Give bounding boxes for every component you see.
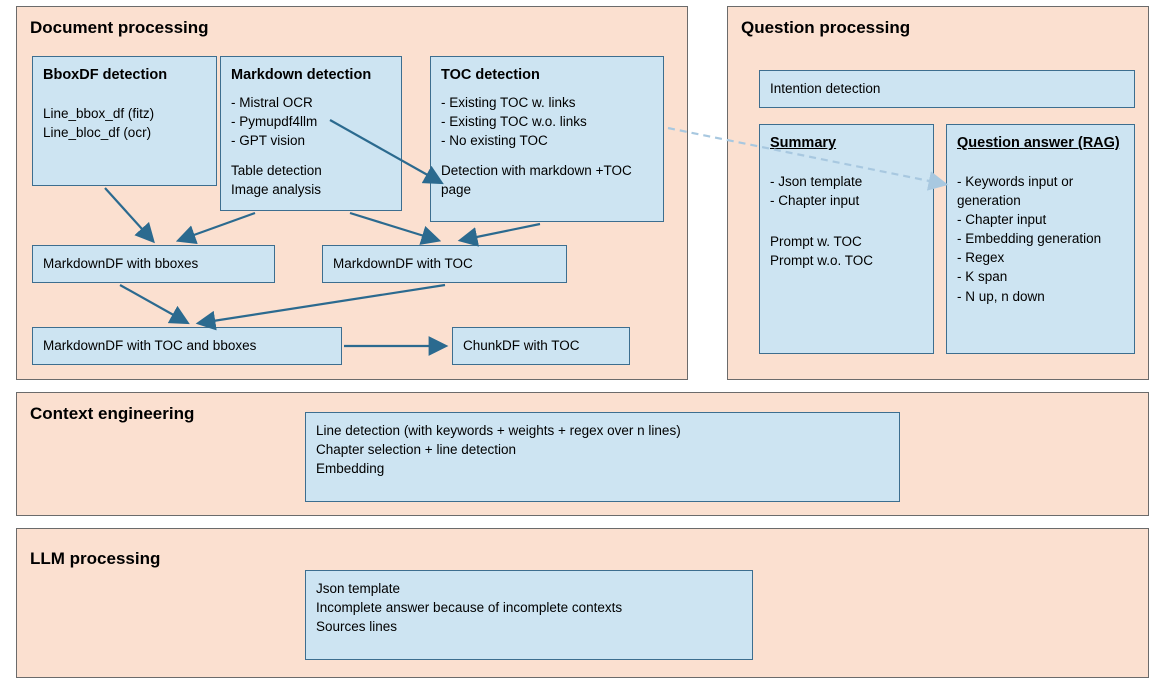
box-markdown-detection-line-4: Table detection <box>231 163 322 179</box>
box-question-answer-rag-line-6: - N up, n down <box>957 288 1045 304</box>
box-summary-heading: Summary <box>770 135 837 151</box>
box-markdowndf-with-bboxes-label: MarkdownDF with bboxes <box>43 256 199 272</box>
spacer <box>770 221 923 232</box>
box-question-answer-rag-line-5: - K span <box>957 269 1008 285</box>
box-markdown-detection-line-5: Image analysis <box>231 182 322 198</box>
box-llm-processing-line-2: Sources lines <box>316 619 398 635</box>
spacer <box>770 161 923 172</box>
box-bboxdf-detection <box>32 56 217 186</box>
box-toc-detection-line-0: - Existing TOC w. links <box>441 94 576 110</box>
spacer <box>957 161 1124 172</box>
box-toc-detection-line-1: - Existing TOC w.o. links <box>441 113 587 129</box>
box-summary-line-4: Prompt w.o. TOC <box>770 253 874 269</box>
box-summary-line-0: - Json template <box>770 173 863 189</box>
box-markdowndf-with-bboxes <box>32 245 275 283</box>
box-context-engineering-details <box>305 412 900 502</box>
spacer <box>43 93 206 104</box>
box-context-engineering-line-0: Line detection (with keywords + weights + regex over n lines) <box>316 423 681 438</box>
box-markdowndf-with-toc-and-bboxes <box>32 327 342 365</box>
box-markdown-detection-line-1: - Pymupdf4llm <box>231 113 318 129</box>
box-markdowndf-with-toc <box>322 245 567 283</box>
box-markdowndf-with-toc-label: MarkdownDF with TOC <box>333 256 473 272</box>
box-summary-line-1: - Chapter input <box>770 192 860 208</box>
box-toc-detection-line-2: - No existing TOC <box>441 132 548 148</box>
box-summary <box>759 124 934 354</box>
box-intention-detection-label: Intention detection <box>770 81 881 97</box>
box-toc-detection <box>430 56 664 222</box>
box-summary-line-3: Prompt w. TOC <box>770 233 862 249</box>
box-chunkdf-with-toc <box>452 327 630 365</box>
box-llm-processing-line-1: Incomplete answer because of incomplete contexts <box>316 600 623 616</box>
box-markdown-detection-line-2: - GPT vision <box>231 132 306 148</box>
panel-title-document-processing: Document processing <box>30 18 209 37</box>
box-intention-detection <box>759 70 1135 108</box>
box-markdown-detection-line-0: - Mistral OCR <box>231 94 313 110</box>
box-toc-detection-line-4: Detection with markdown +TOC <box>441 163 632 179</box>
box-toc-detection-line-5: page <box>441 182 472 198</box>
box-markdown-detection <box>220 56 402 211</box>
box-context-engineering-line-1: Chapter selection + line detection <box>316 442 517 458</box>
box-question-answer-rag-heading: Question answer (RAG) <box>957 135 1120 151</box>
box-question-answer-rag <box>946 124 1135 354</box>
box-llm-processing-details <box>305 570 753 660</box>
box-bboxdf-detection-line-0: Line_bbox_df (fitz) <box>43 105 155 121</box>
box-markdown-detection-heading: Markdown detection <box>231 67 372 83</box>
box-question-answer-rag-line-0: - Keywords input or <box>957 173 1074 189</box>
panel-title-question-processing: Question processing <box>741 18 911 37</box>
panel-title-context-engineering: Context engineering <box>30 404 195 423</box>
box-chunkdf-with-toc-label: ChunkDF with TOC <box>463 338 580 354</box>
box-bboxdf-detection-heading: BboxDF detection <box>43 67 168 83</box>
box-bboxdf-detection-line-1: Line_bloc_df (ocr) <box>43 124 152 140</box>
spacer <box>231 150 391 161</box>
box-question-answer-rag-line-1: generation <box>957 192 1021 208</box>
box-context-engineering-line-2: Embedding <box>316 461 385 477</box>
box-llm-processing-line-0: Json template <box>316 581 401 596</box>
box-question-answer-rag-line-4: - Regex <box>957 250 1005 266</box>
box-markdowndf-with-toc-and-bboxes-label: MarkdownDF with TOC and bboxes <box>43 338 257 354</box>
spacer <box>441 150 653 161</box>
box-question-answer-rag-line-2: - Chapter input <box>957 211 1047 227</box>
panel-title-llm-processing: LLM processing <box>30 549 161 568</box>
spacer <box>770 210 923 221</box>
box-toc-detection-heading: TOC detection <box>441 67 540 83</box>
box-question-answer-rag-line-3: - Embedding generation <box>957 231 1102 247</box>
